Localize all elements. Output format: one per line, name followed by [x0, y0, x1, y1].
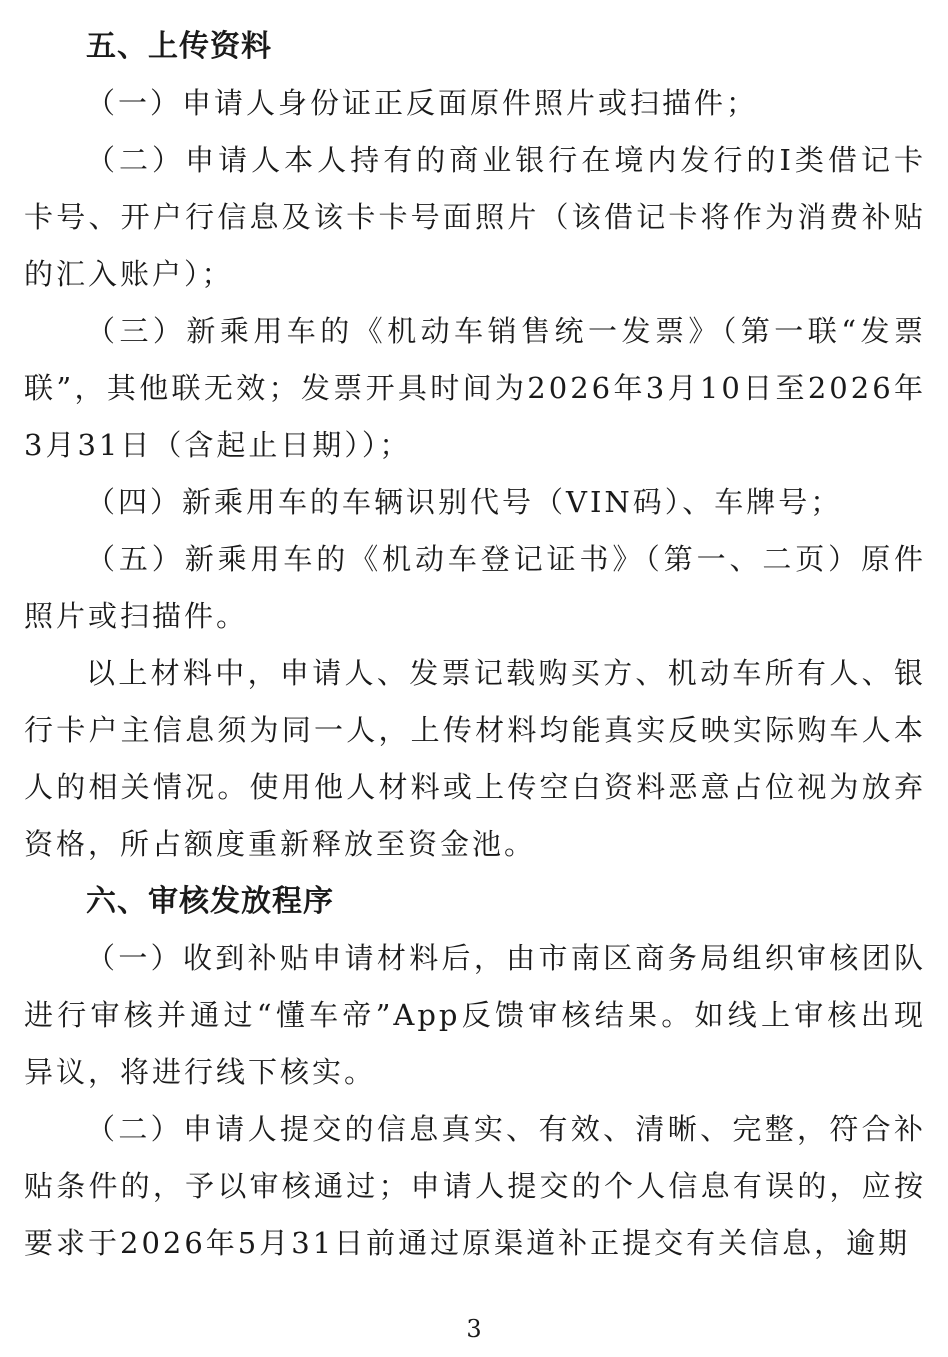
document-body: [24, 18, 926, 1272]
section-5-item-2: （二）申请人本人持有的商业银行在境内发行的Ⅰ类借记卡卡号、开户行信息及该卡卡号面照片（该借记卡将作为消费补贴的汇入账户）；: [24, 143, 926, 291]
section-5-note: 以上材料中，申请人、发票记载购买方、机动车所有人、银行卡户主信息须为同一人，上传材料均能真实反映实际购车人本人的相关情况。使用他人材料或上传空白资料恶意占位视为放弃资格，所占额度重新释放至资金池。: [24, 656, 926, 861]
section-6-item-1: （一）收到补贴申请材料后，由市南区商务局组织审核团队进行审核并通过“懂车帝”App反馈审核结果。如线上审核出现异议，将进行线下核实。: [24, 941, 926, 1089]
section-5-item-4: （四）新乘用车的车辆识别代号（VIN码）、车牌号；: [86, 485, 843, 519]
section-6-heading: 六、审核发放程序: [86, 884, 334, 919]
page-number: 3: [466, 1315, 482, 1343]
section-5-item-3: （三）新乘用车的《机动车销售统一发票》（第一联“发票联”，其他联无效；发票开具时间为2026年3月10日至2026年3月31日（含起止日期））；: [24, 314, 926, 462]
section-5-heading: 五、上传资料: [86, 29, 272, 64]
section-5-item-5: （五）新乘用车的《机动车登记证书》（第一、二页）原件照片或扫描件。: [24, 542, 926, 633]
section-6-item-2: （二）申请人提交的信息真实、有效、清晰、完整，符合补贴条件的，予以审核通过；申请人提交的个人信息有误的，应按要求于2026年5月31日前通过原渠道补正提交有关信息，逾期: [24, 1112, 926, 1260]
section-5-item-1: （一）申请人身份证正反面原件照片或扫描件；: [86, 86, 759, 120]
